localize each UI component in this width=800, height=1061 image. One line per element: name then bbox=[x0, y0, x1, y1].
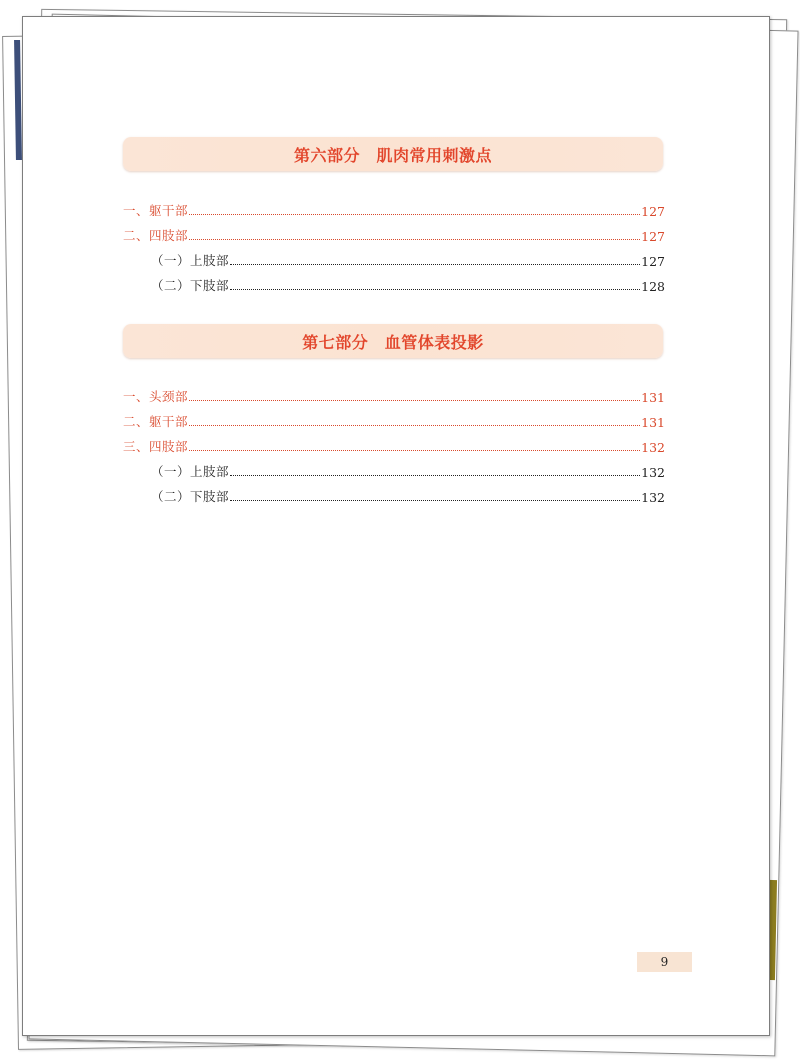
toc-entry-label: 一、躯干部 bbox=[123, 203, 189, 218]
dot-leader bbox=[230, 475, 640, 476]
toc-entry-label: （二）下肢部 bbox=[151, 489, 230, 504]
section-title: 第六部分 肌肉常用刺激点 bbox=[293, 145, 492, 165]
page-number bbox=[637, 952, 692, 972]
toc-subentry[interactable] bbox=[151, 249, 665, 269]
dot-leader bbox=[230, 289, 640, 290]
toc-entry-page: 132 bbox=[641, 490, 665, 505]
toc-subentry[interactable] bbox=[151, 274, 665, 294]
dot-leader bbox=[189, 400, 640, 401]
toc-entry-page: 128 bbox=[641, 279, 665, 294]
toc-subentry[interactable] bbox=[151, 460, 665, 480]
toc-entry[interactable] bbox=[123, 199, 665, 219]
section-banner bbox=[123, 137, 663, 171]
toc-entry-label: 二、四肢部 bbox=[123, 228, 189, 243]
toc-entry-page: 131 bbox=[641, 415, 665, 430]
toc-entry[interactable] bbox=[123, 410, 665, 430]
dot-leader bbox=[230, 500, 640, 501]
toc-entry-page: 127 bbox=[641, 229, 665, 244]
section-banner bbox=[123, 324, 663, 358]
dot-leader bbox=[189, 450, 640, 451]
toc-entry-page: 132 bbox=[641, 440, 665, 455]
section-title: 第七部分 血管体表投影 bbox=[302, 332, 484, 352]
dot-leader bbox=[189, 239, 640, 240]
toc-entry-page: 131 bbox=[641, 390, 665, 405]
toc-entry[interactable] bbox=[123, 385, 665, 405]
toc-entry[interactable] bbox=[123, 224, 665, 244]
toc-entry-page: 132 bbox=[641, 465, 665, 480]
toc-subentry[interactable] bbox=[151, 485, 665, 505]
toc-entry-label: （二）下肢部 bbox=[151, 278, 230, 293]
toc-entry-label: 一、头颈部 bbox=[123, 389, 189, 404]
toc-entry-page: 127 bbox=[641, 204, 665, 219]
toc-entry-label: 二、躯干部 bbox=[123, 414, 189, 429]
dot-leader bbox=[230, 264, 640, 265]
toc-entry-label: （一）上肢部 bbox=[151, 253, 230, 268]
toc-page bbox=[22, 16, 770, 1036]
page-number-text: 9 bbox=[660, 955, 669, 969]
dot-leader bbox=[189, 214, 640, 215]
dot-leader bbox=[189, 425, 640, 426]
toc-entry[interactable] bbox=[123, 435, 665, 455]
toc-entry-page: 127 bbox=[641, 254, 665, 269]
toc-entry-label: （一）上肢部 bbox=[151, 464, 230, 479]
toc-entry-label: 三、四肢部 bbox=[123, 439, 189, 454]
